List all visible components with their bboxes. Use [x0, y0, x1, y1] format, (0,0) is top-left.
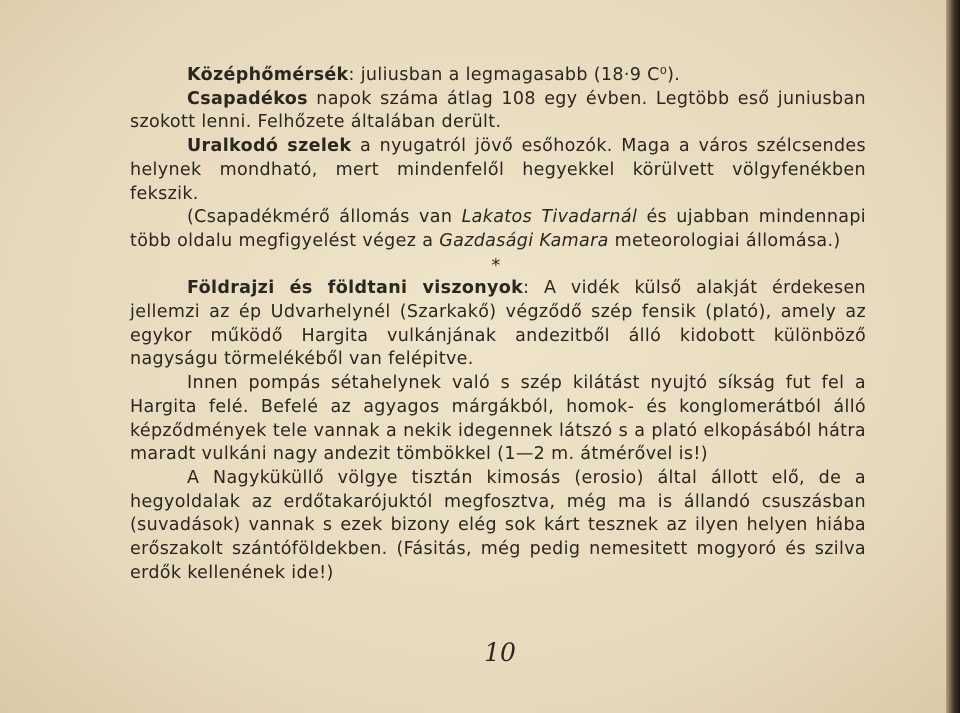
page-text — [130, 64, 866, 585]
heading-mean-temperature: Középhőmérsék — [187, 65, 349, 85]
text-run: A Nagyküküllő völgye tisztán kimosás (erosio) által állott elő, de a hegyoldalak az erdőtakarójuktól megfosztva, még ma is állandó csuszásban (suvadások) vannak s ezek bizony elég sok kárt tesznek az ilyen helyen hiába erőszakolt szántóföldekben. (Fásitás, még pedig nemesitett mogyoró és szilva erdők kellenének ide!) — [130, 467, 866, 583]
paragraph-rain-gauge-station — [130, 206, 866, 253]
page-number: 10 — [484, 638, 516, 667]
person-name: Lakatos Tivadarnál — [461, 207, 638, 228]
paragraph-mean-temperature — [130, 64, 866, 88]
text-run: : A vidék külső alakját érdekesen jellemzi az ép Udvarhelynél (Szarkakő) végződő szép fensik (plató), amely az egykor működő Hargita vulkánjának andezitből álló kidobott különböző nagyságu törmelékéből van felépitve. — [130, 278, 866, 370]
paragraph-geography — [130, 277, 866, 372]
paragraph-valley — [130, 467, 866, 586]
heading-prevailing-winds: Uralkodó szelek — [187, 136, 352, 157]
institution-name: Gazdasági Kamara — [439, 230, 609, 251]
text-run: a nyugatról jövő esőhozók. Maga a város szélcsendes helynek mondható, mert mindenfelől hegyekkel körülvett völgyfenékben fekszik. — [130, 136, 867, 204]
paragraph-plateau — [130, 372, 866, 467]
heading-geography: Földrajzi és földtani viszonyok — [187, 278, 524, 299]
paragraph-prevailing-winds — [130, 135, 866, 206]
text-run: (Csapadékmérő állomás van — [187, 207, 462, 228]
text-run: : juliusban a legmagasabb (18·9 C⁰). — [348, 65, 681, 85]
text-run: Innen pompás sétahelynek való s szép kilátást nyujtó síkság fut fel a Hargita felé. Befelé az agyagos márgákból, homok- és konglomerátból álló képződmények tele vannak a nekik idegennek látszó s a plató elkopásából hátra maradt vulkáni nagy andezit tömbökkel (1—2 m. átmérővel is!) — [130, 373, 866, 465]
text-run: és ujabban mindennapi több oldalu megfigyelést végez a — [130, 207, 867, 251]
heading-rainy-days: Csapadékos — [187, 88, 308, 109]
paragraph-rainy-days — [130, 88, 866, 135]
text-run: napok száma átlag 108 egy évben. Legtöbb eső juniusban szokott lenni. Felhőzete általában derült. — [130, 88, 866, 133]
text-run: meteorologiai állomása.) — [608, 230, 841, 251]
book-spine-edge — [946, 0, 960, 713]
section-separator: * — [491, 254, 501, 276]
